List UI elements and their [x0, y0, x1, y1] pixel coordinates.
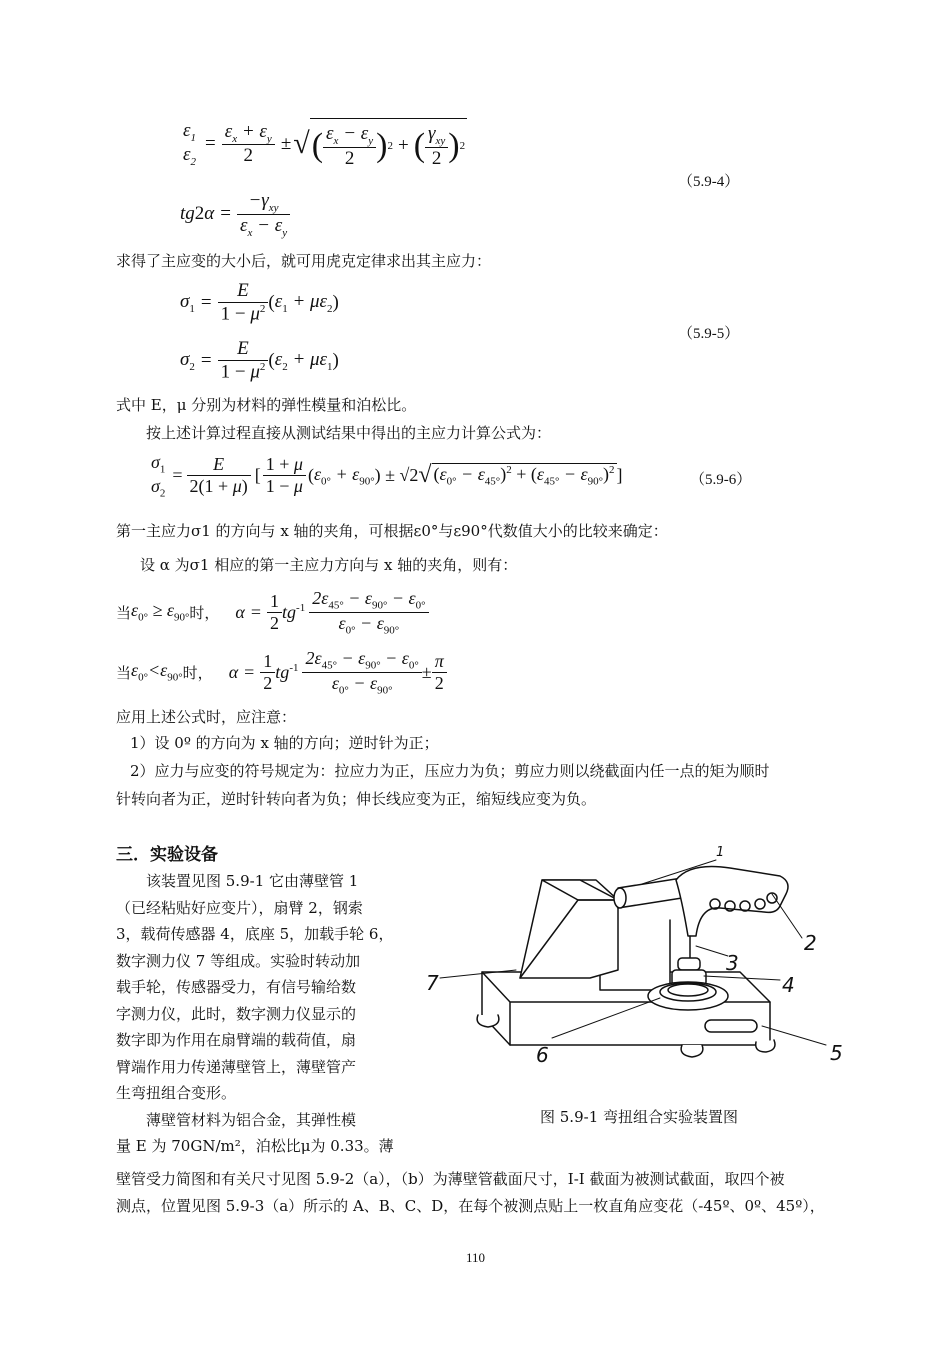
- line-3: 数字测力仪 7 等组成。实验时转动加: [116, 951, 361, 970]
- line-2: 3，载荷传感器 4，底座 5，加载手轮 6，: [116, 925, 394, 943]
- figure-label-1: 1: [716, 845, 725, 860]
- paragraph-alpha-def: 设 α 为σ1 相应的第一主应力方向与 x 轴的夹角，则有：: [140, 556, 518, 574]
- section-left-column: [116, 868, 396, 1160]
- section-title: 三．实验设备: [116, 845, 218, 865]
- equation-number-5-9-6: （5.9-6）: [690, 472, 752, 488]
- equation-case2: 当 $\varepsilon_{0^\circ}<\varepsilon_{90^\circ}$ 时， α = $\frac{1}{2}$ $tg^{-1}$ $\frac{2\varepsilon_{45^\circ} - \varepsilon_{90^\circ} - \varepsilon_{0^\circ}}{\varepsilon_{0^\circ} - \varepsilon_{90^\circ}}$ ± $\frac{\pi}{2}$: [116, 648, 447, 696]
- section-full-line-1: 壁管受力简图和有关尺寸见图 5.9-2（a），（b）为薄壁管截面尺寸，I-I 截面为被测试截面，取四个被: [116, 1170, 785, 1188]
- equation-sigma1: $\sigma_1$ = $\frac{E}{1 - \mu^2}$ ( $\varepsilon_1 + \mu\varepsilon_2$ ): [180, 280, 339, 325]
- line-4: 载手轮，传感器受力，有信号输给数: [116, 978, 357, 996]
- figure-label-3: 3: [726, 951, 739, 975]
- line-10: 量 E 为 70GN/m²，泊松比μ为 0.33。薄: [116, 1137, 394, 1155]
- line-7: 臂端作用力传递薄壁管上，薄壁管产: [116, 1057, 357, 1076]
- figure-label-7: 7: [426, 971, 439, 995]
- line-9: 薄壁管材料为铝合金，其弹性模: [146, 1110, 357, 1129]
- line-5: 字测力仪，此时，数字测力仪显示的: [116, 1004, 357, 1023]
- paragraph-direction: 第一主应力σ1 的方向与 x 轴的夹角，可根据ε0°与ε90°代数值大小的比较来确定：: [116, 522, 668, 540]
- note-2b: 针转向者为正，逆时针转向者为负；伸长线应变为正，缩短线应变为负。: [116, 790, 597, 808]
- figure-caption: 图 5.9-1 弯扭组合实验装置图: [540, 1108, 739, 1126]
- equation-tg2a: tg 2 α = $\frac{-\gamma_{xy}}{\varepsilon_x - \varepsilon_y}$: [180, 190, 290, 239]
- section-full-line-2: 测点，位置见图 5.9-3（a）所示的 A、B、C、D，在每个被测点贴上一枚直角应变花（-45º、0º、45º），: [116, 1197, 825, 1215]
- apparatus-figure: [420, 840, 860, 1100]
- equation-number-5-9-4: （5.9-4）: [678, 174, 740, 190]
- page-number: 110: [466, 1250, 486, 1265]
- note-1: 1）设 0º 的方向为 x 轴的方向；逆时针为正；: [130, 734, 439, 752]
- equation-5-9-6: $\sigma_1$ $\sigma_2$ = $\frac{E}{2(1 + \mu)}$ [ $\frac{1 + \mu}{1 - \mu}$ ( $\varepsilon_{0^\circ} + \varepsilon_{90^\circ}$ ) ± √2 √ $(\varepsilon_{0^\circ} - \varepsilon_{45^\circ})^2 + (\varepsilon_{45^\circ} - \varepsilon_{90^\circ})^2$ ]: [151, 452, 623, 500]
- line-6: 数字即为作用在扇臂端的载荷值，扇: [116, 1031, 357, 1049]
- notes-intro: 应用上述公式时，应注意：: [116, 708, 297, 726]
- figure-label-2: 2: [804, 931, 817, 955]
- figure-label-4: 4: [782, 973, 795, 997]
- equation-sigma2: $\sigma_2$ = $\frac{E}{1 - \mu^2}$ ( $\varepsilon_2 + \mu\varepsilon_1$ ): [180, 338, 339, 383]
- paragraph-formula-intro: 按上述计算过程直接从测试结果中得出的主应力计算公式为：: [146, 424, 552, 442]
- figure-label-6: 6: [536, 1043, 549, 1067]
- note-2a: 2）应力与应变的符号规定为：拉应力为正，压应力为负；剪应力则以绕截面内任一点的矩为顺时: [130, 762, 770, 780]
- line-0: 该装置见图 5.9-1 它由薄壁管 1: [146, 872, 359, 890]
- figure-label-5: 5: [830, 1041, 843, 1065]
- equation-number-5-9-5: （5.9-5）: [678, 326, 740, 342]
- equation-case1: 当 $\varepsilon_{0^\circ} \ge \varepsilon_{90^\circ}$ 时， α = $\frac{1}{2}$ $tg^{-1}$ $\frac{2\varepsilon_{45^\circ} - \varepsilon_{90^\circ} - \varepsilon_{0^\circ}}{\varepsilon_{0^\circ} - \varepsilon_{90^\circ}}$: [116, 588, 429, 636]
- paragraph-after-595: 式中 E，μ 分别为材料的弹性模量和泊松比。: [116, 396, 417, 414]
- equation-5-9-4: $\varepsilon_1$ $\varepsilon_2$ = $\frac{\varepsilon_x + \varepsilon_y}{2}$ ± √ ( $\frac{\varepsilon_x - \varepsilon_y}{2}$ ) 2 + ( $\frac{\gamma_{xy}}{2}$ ) 2: [180, 118, 467, 170]
- line-1: （已经粘贴好应变片），扇臂 2，钢索: [116, 898, 363, 917]
- paragraph-after-594: 求得了主应变的大小后，就可用虎克定律求出其主应力：: [116, 252, 492, 270]
- line-8: 生弯扭组合变形。: [116, 1084, 237, 1102]
